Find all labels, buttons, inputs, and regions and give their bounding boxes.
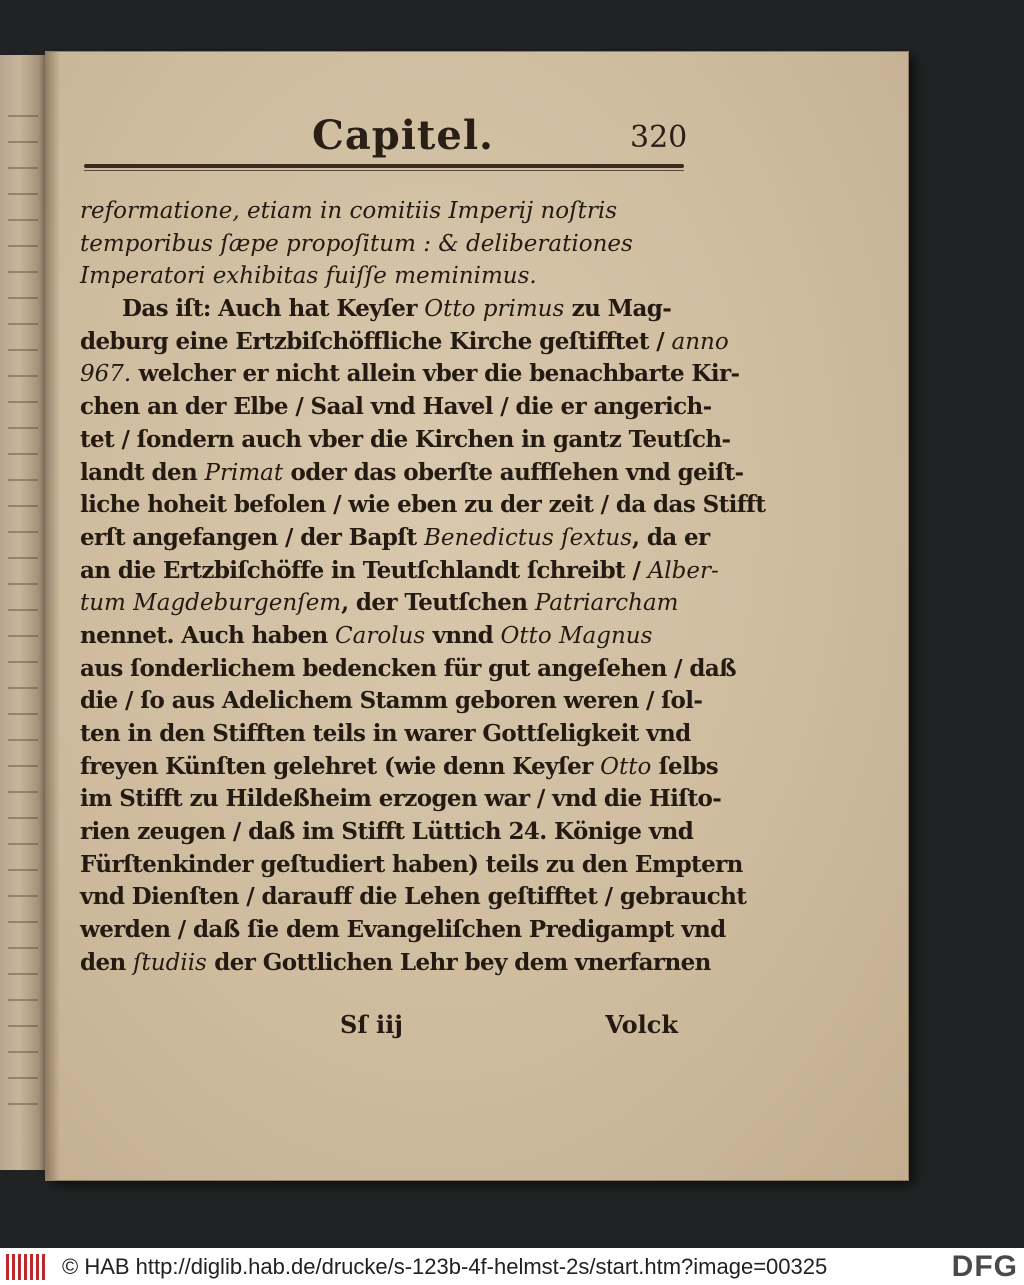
fraktur-text: vnd Dienſten / darauff die Lehen geſtifftet / gebraucht [80, 883, 747, 911]
header-rule-thin [84, 170, 684, 171]
left-page-edge [0, 55, 48, 1170]
fraktur-text: , der Teutſchen [341, 589, 535, 617]
fraktur-text: tet / ſondern auch vber die Kirchen in gantz Teutſch- [80, 425, 731, 453]
latin-italic-text: anno [671, 328, 729, 355]
text-block [80, 194, 766, 979]
text-line [80, 554, 719, 587]
book-page [46, 52, 908, 1180]
header-rule [84, 164, 684, 168]
latin-italic-text: Imperatori exhibitas fuiſſe meminimus. [80, 263, 537, 290]
latin-italic-text: Patriarcham [534, 590, 679, 617]
dfg-logo: DFG [951, 1250, 1018, 1283]
fraktur-text: nennet. Auch haben [80, 621, 336, 649]
text-line [80, 717, 690, 750]
text-line [80, 357, 740, 390]
text-line [80, 815, 694, 848]
copyright-link[interactable]: © HAB http://diglib.hab.de/drucke/s-123b-4f-helmst-2s/start.htm?image=00325 [62, 1253, 828, 1279]
page-number: 320 [630, 120, 688, 155]
text-line [80, 325, 729, 358]
text-line [80, 619, 690, 652]
text-line [80, 259, 690, 292]
latin-italic-text: Otto primus [424, 296, 565, 323]
text-line [80, 913, 726, 946]
fraktur-text: Das iſt: Auch hat Keyſer [122, 295, 425, 323]
fraktur-text: deburg eine Ertzbiſchöffliche Kirche geſtifftet / [80, 327, 672, 355]
text-line [80, 488, 766, 521]
text-line [80, 456, 744, 489]
page-footer [80, 1010, 690, 1044]
fraktur-text: freyen Künſten gelehret (wie denn Keyſer [80, 752, 601, 780]
latin-italic-text: Benedictus ſextus [423, 524, 633, 551]
fraktur-text: chen an der Elbe / Saal vnd Havel / die er angerich- [80, 393, 712, 421]
fraktur-text: liche hoheit befolen / wie eben zu der zeit / da das Stifft [80, 491, 766, 519]
text-line [80, 390, 712, 423]
fraktur-text: die / ſo aus Adelichem Stamm geboren weren / ſol- [80, 687, 703, 715]
text-line [80, 521, 710, 554]
fraktur-text: , da er [632, 523, 710, 551]
fraktur-text: oder das oberſte auffſehen vnd geiſt- [283, 458, 744, 486]
text-line [80, 946, 711, 979]
footer-bar [0, 1248, 1024, 1285]
fraktur-text: den [80, 948, 134, 976]
fraktur-text: erſt angefangen / der Bapſt [80, 523, 424, 551]
fraktur-text: Fürſtenkinder geſtudiert haben) teils zu den Emptern [80, 850, 743, 878]
text-line [80, 423, 731, 456]
signature-mark: Sſ iij [340, 1010, 403, 1039]
latin-italic-text: tum Magdeburgenſem [80, 590, 342, 617]
fraktur-text: welcher er nicht allein vber die benachbarte Kir- [131, 360, 740, 388]
fraktur-text: aus ſonderlichem bedencken für gut angeſehen / daß [80, 654, 737, 682]
fraktur-text: im Stifft zu Hildeßheim erzogen war / vnd die Hiſto- [80, 785, 722, 813]
text-line [80, 880, 747, 913]
fraktur-text: zu Mag- [564, 295, 672, 323]
text-line [80, 586, 690, 619]
text-line [80, 652, 737, 685]
text-line [80, 684, 703, 717]
latin-italic-text: Primat [204, 459, 284, 486]
fraktur-text: an die Ertzbiſchöffe in Teutſchlandt ſchreibt / [80, 556, 648, 584]
fraktur-text: rien zeugen / daß im Stifft Lüttich 24. Könige vnd [80, 818, 694, 846]
page-gutter-shadow [46, 52, 60, 1180]
text-line [80, 194, 690, 227]
latin-italic-text: Alber- [647, 557, 719, 584]
catchword: Volck [605, 1010, 678, 1039]
fraktur-text: werden / daß ſie dem Evangeliſchen Predigampt vnd [80, 916, 726, 944]
text-line [80, 292, 690, 325]
latin-italic-text: ſtudiis [133, 949, 207, 976]
text-line [80, 227, 690, 260]
text-line [80, 782, 722, 815]
latin-italic-text: reformatione, etiam in comitiis Imperij noſtris [80, 198, 618, 224]
latin-italic-text: temporibus ſæpe propoſitum : & deliberationes [80, 230, 633, 257]
left-page-text-traces [8, 115, 38, 1115]
running-title: Capitel. [312, 112, 494, 159]
latin-italic-text: Carolus [335, 622, 426, 649]
fraktur-text: ſelbs [651, 752, 719, 780]
latin-italic-text: Otto Magnus [500, 622, 653, 649]
fraktur-text: landt den [80, 458, 205, 486]
latin-italic-text: Otto [600, 753, 652, 780]
fraktur-text: ten in den Stifften teils in warer Gottſeligkeit vnd [80, 720, 691, 747]
latin-italic-text: 967. [80, 361, 132, 388]
fraktur-text: vnnd [425, 621, 501, 649]
text-line [80, 848, 743, 881]
text-line [80, 750, 719, 783]
hab-logo-icon[interactable] [4, 1252, 48, 1282]
fraktur-text: der Gottlichen Lehr bey dem vnerfarnen [206, 948, 711, 976]
page-header [46, 112, 908, 162]
